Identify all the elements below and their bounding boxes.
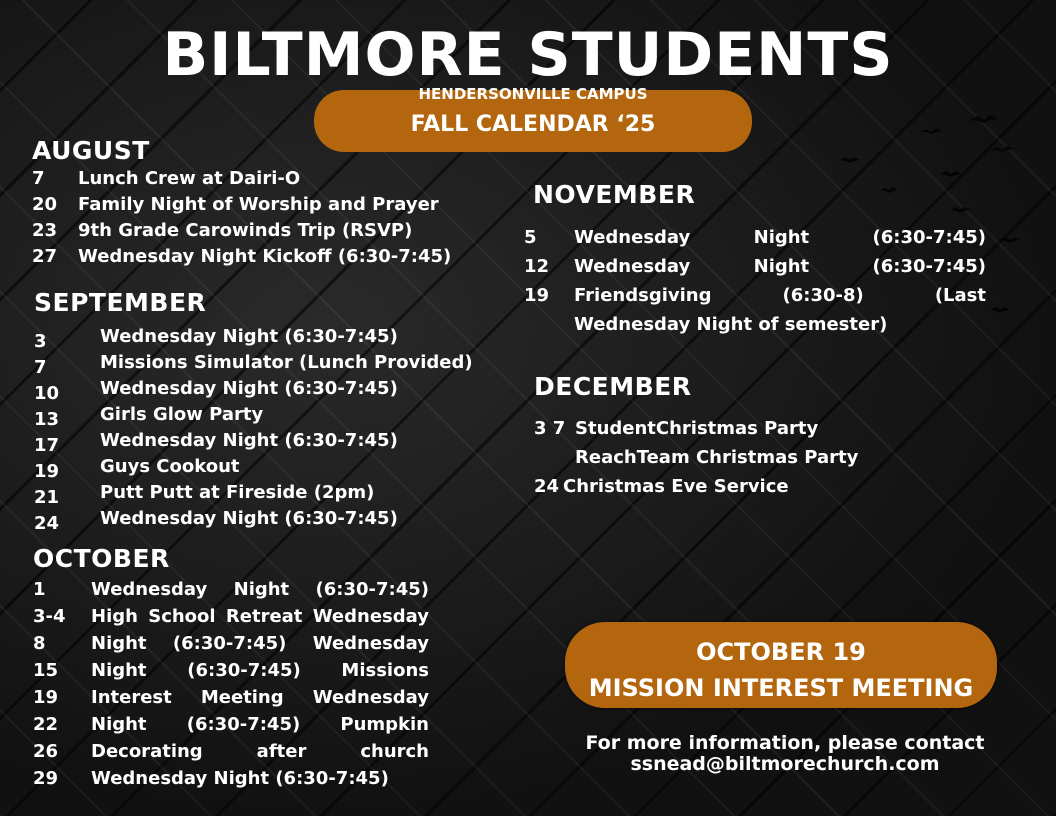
list-item: Wednesday Night of semester) (574, 314, 888, 335)
list-item: 19 Interest Meeting Wednesday (33, 684, 433, 711)
line-word: High (91, 606, 138, 627)
page-title: BILTMORE STUDENTS (162, 20, 894, 90)
line-word: Night (753, 227, 810, 248)
line-word: Night (91, 660, 147, 681)
line-word: Friendsgiving (574, 285, 712, 306)
list-item: 15 Night (6:30-7:45) Missions (33, 657, 433, 684)
event-banner-title: MISSION INTEREST MEETING (588, 674, 974, 702)
line-word: Wednesday (312, 633, 429, 654)
line-word: after (256, 741, 307, 762)
line-word: Night (91, 714, 147, 735)
list-item: 10 Wednesday Night (6:30-7:45) (34, 378, 398, 404)
line-word: (6:30-7:45) (872, 227, 986, 248)
event-banner-date: OCTOBER 19 (696, 638, 866, 666)
line-word: (6:30-7:45) (315, 579, 429, 600)
line-word: Retreat (225, 606, 303, 627)
list-item: 19 Friendsgiving (6:30-8) (Last (524, 282, 994, 309)
line-word: (6:30-7:45) (187, 660, 301, 681)
contact-email[interactable]: ssnead@biltmorechurch.com (630, 753, 940, 775)
line-word: Wednesday (312, 606, 429, 627)
contact-text: For more information, please contact (585, 732, 985, 754)
november-section (524, 180, 994, 338)
list-item: 29 Wednesday Night (6:30-7:45) (33, 768, 389, 789)
line-word: (6:30-7:45) (872, 256, 986, 277)
december-section (534, 372, 1004, 501)
calendar-subtitle: FALL CALENDAR ‘25 (410, 112, 656, 137)
line-word: Meeting (200, 687, 284, 708)
list-item: 13 Girls Glow Party (34, 404, 264, 430)
list-item: 17 Wednesday Night (6:30-7:45) (34, 430, 398, 456)
line-word: (6:30-7:45) (172, 633, 287, 654)
list-item: 23 9th Grade Carowinds Trip (RSVP) (32, 220, 413, 241)
list-item: 1 Wednesday Night (6:30-7:45) (33, 576, 433, 603)
line-word: Wednesday (312, 687, 429, 708)
october-section (33, 544, 433, 792)
list-item: 3 7 StudentChristmas Party (534, 418, 819, 439)
line-word: (6:30-8) (782, 285, 864, 306)
list-item: 8 Night (6:30-7:45) Wednesday (33, 630, 433, 657)
line-word: School (148, 606, 216, 627)
month-heading-september: SEPTEMBER (34, 288, 207, 317)
line-word: (Last (934, 285, 986, 306)
list-item: 12 Wednesday Night (6:30-7:45) (524, 253, 994, 280)
month-heading-august: AUGUST (32, 136, 150, 165)
line-word: Pumpkin (340, 714, 429, 735)
list-item: 24 Wednesday Night (6:30-7:45) (34, 508, 398, 534)
line-word: Night (91, 633, 147, 654)
list-item: 20 Family Night of Worship and Prayer (32, 194, 439, 215)
september-section (34, 288, 494, 532)
list-item: 3 Wednesday Night (6:30-7:45) (34, 326, 398, 352)
line-word: church (360, 741, 429, 762)
line-word: Wednesday (574, 227, 691, 248)
line-word: (6:30-7:45) (186, 714, 301, 735)
list-item: 22 Night (6:30-7:45) Pumpkin (33, 711, 433, 738)
list-item: 3-4 High School Retreat Wednesday (33, 603, 433, 630)
list-item: 7 Lunch Crew at Dairi-O (32, 168, 301, 189)
line-word: Wednesday (91, 579, 208, 600)
list-item: 24 Christmas Eve Service (534, 476, 789, 497)
month-heading-december: DECEMBER (534, 372, 692, 401)
line-word: Night (753, 256, 810, 277)
line-word: Wednesday (574, 256, 691, 277)
line-word: Night (233, 579, 290, 600)
list-item: 27 Wednesday Night Kickoff (6:30-7:45) (32, 246, 452, 267)
line-word: Decorating (91, 741, 203, 762)
august-section (32, 136, 492, 270)
list-item: 26 Decorating after church (33, 738, 433, 765)
line-word: Interest (91, 687, 172, 708)
list-item: 19 Guys Cookout (34, 456, 240, 482)
line-word: Missions (341, 660, 429, 681)
month-heading-october: OCTOBER (33, 544, 170, 573)
list-item: 7 Missions Simulator (Lunch Provided) (34, 352, 473, 378)
list-item: 21 Putt Putt at Fireside (2pm) (34, 482, 375, 508)
list-item: ReachTeam Christmas Party (575, 447, 859, 468)
campus-label: HENDERSONVILLE CAMPUS (418, 85, 648, 103)
month-heading-november: NOVEMBER (533, 180, 696, 209)
list-item: 5 Wednesday Night (6:30-7:45) (524, 224, 994, 251)
